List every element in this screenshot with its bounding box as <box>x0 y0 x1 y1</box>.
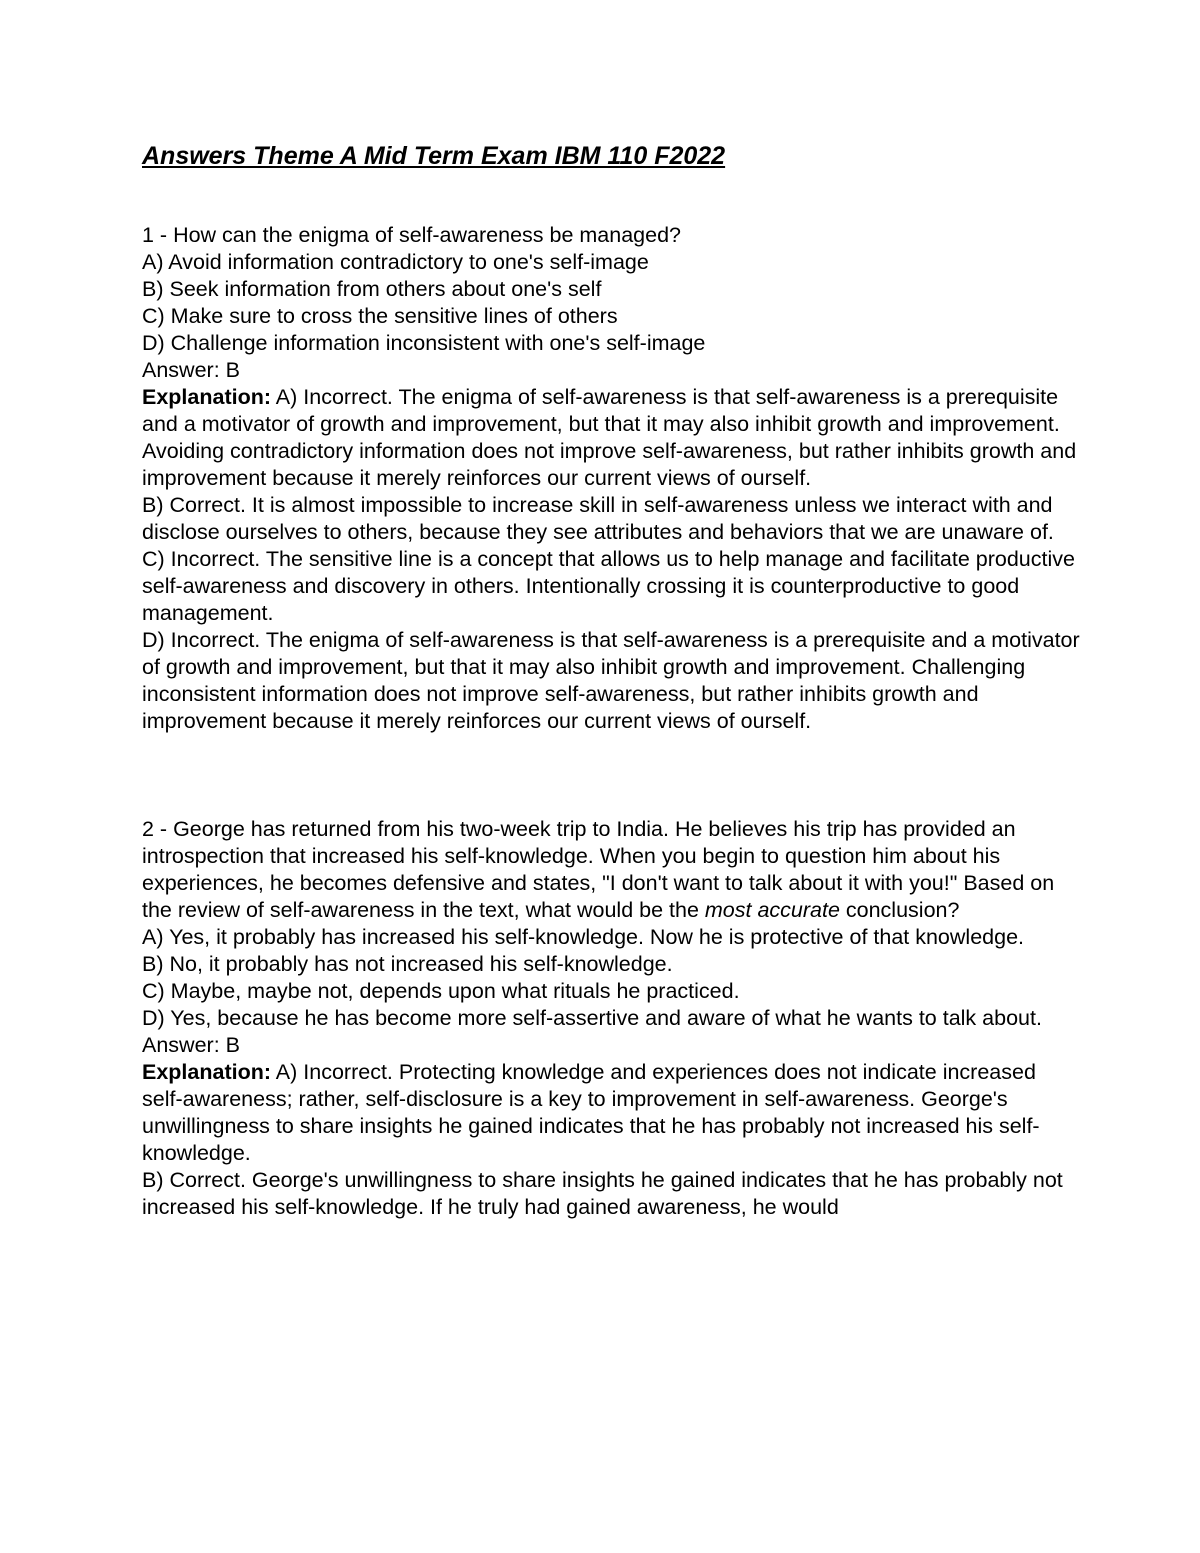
section-spacer <box>142 735 1082 816</box>
question-2-answer: Answer: B <box>142 1033 240 1057</box>
explanation-text: A) Incorrect. Protecting knowledge and experiences does not indicate increased self-awareness; rather, self-disclosure is a key to improvement in self-awareness. George's unwillingness to share insights he gained indicates that he has probably not increased his self-knowledge. <box>142 1060 1040 1165</box>
question-1-explanation-b: B) Correct. It is almost impossible to increase skill in self-awareness unless we interact with and disclose ourselves to others, because they see attributes and behaviors that we are unaware of. <box>142 493 1054 544</box>
question-1-explanation-d: D) Incorrect. The enigma of self-awareness is that self-awareness is a prerequisite and a motivator of growth and improvement, but that it may also inhibit growth and improvement. Challenging inconsistent information does not improve self-awareness, but rather inhibits growth and improvement because it merely reinforces our current views of ourself. <box>142 628 1080 733</box>
question-2-emphasis: most accurate <box>704 898 840 922</box>
question-2 <box>142 816 1082 1221</box>
question-2-explanation-b: B) Correct. George's unwillingness to share insights he gained indicates that he has probably not increased his self-knowledge. If he truly had gained awareness, he would <box>142 1168 1063 1219</box>
question-2-option-c: C) Maybe, maybe not, depends upon what rituals he practiced. <box>142 979 740 1003</box>
question-1-option-b: B) Seek information from others about one's self <box>142 277 602 301</box>
question-1-text: 1 - How can the enigma of self-awareness be managed? <box>142 223 682 247</box>
page-title: Answers Theme A Mid Term Exam IBM 110 F2022 <box>142 142 726 170</box>
explanation-text: A) Incorrect. The enigma of self-awareness is that self-awareness is a prerequisite and a motivator of growth and improvement, but that it may also inhibit growth and improvement. Avoiding contradictory information does not improve self-awareness, but rather inhibits growth and improvement because it merely reinforces our current views of ourself. <box>142 385 1077 490</box>
question-1-answer: Answer: B <box>142 358 240 382</box>
explanation-label: Explanation: <box>142 1060 272 1084</box>
question-2-option-d: D) Yes, because he has become more self-assertive and aware of what he wants to talk about. <box>142 1006 1042 1030</box>
question-1-option-d: D) Challenge information inconsistent with one's self-image <box>142 331 706 355</box>
question-2-text-part2: conclusion? <box>839 898 960 922</box>
question-1-option-a: A) Avoid information contradictory to one's self-image <box>142 250 649 274</box>
question-1-explanation-a <box>142 384 1082 492</box>
question-1 <box>142 222 1082 735</box>
question-2-explanation-a <box>142 1059 1082 1167</box>
question-2-text <box>142 816 1082 924</box>
question-1-explanation-c: C) Incorrect. The sensitive line is a concept that allows us to help manage and facilitate productive self-awareness and discovery in others. Intentionally crossing it is counterproductive to good management. <box>142 547 1075 625</box>
question-2-text-part1: 2 - George has returned from his two-week trip to India. He believes his trip has provided an introspection that increased his self-knowledge. When you begin to question him about his experiences, he becomes defensive and states, "I don't want to talk about it with you!" Based on the review of self-awareness in the text, what would be the <box>142 817 1055 922</box>
question-1-option-c: C) Make sure to cross the sensitive lines of others <box>142 304 618 328</box>
document-page <box>142 140 1082 1221</box>
explanation-label: Explanation: <box>142 385 272 409</box>
question-2-option-b: B) No, it probably has not increased his self-knowledge. <box>142 952 673 976</box>
question-2-option-a: A) Yes, it probably has increased his self-knowledge. Now he is protective of that knowledge. <box>142 925 1024 949</box>
